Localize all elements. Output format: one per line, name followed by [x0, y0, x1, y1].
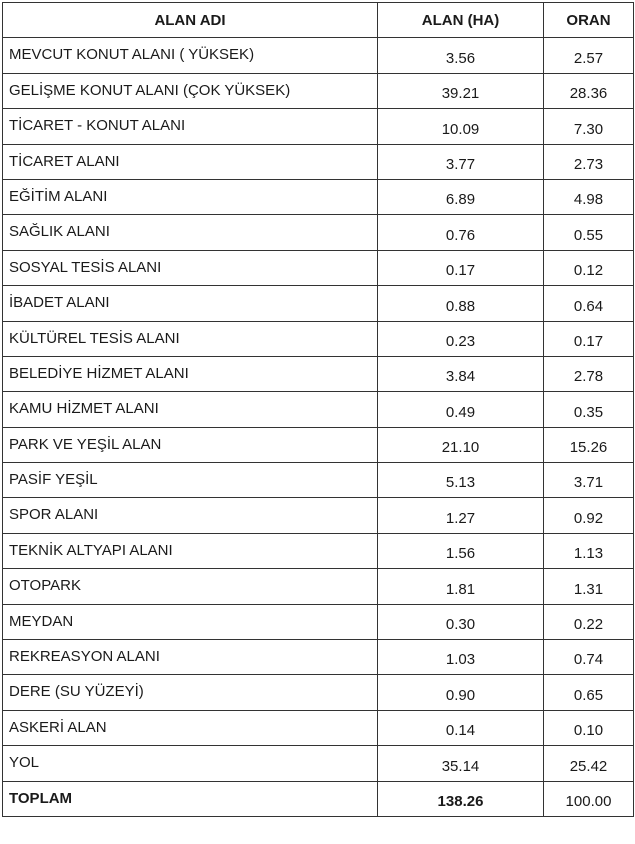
header-row: [3, 3, 634, 38]
header-ratio: ORAN: [544, 3, 634, 38]
header-area-name: ALAN ADI: [3, 3, 378, 38]
table-row: [3, 321, 634, 356]
table-row: [3, 73, 634, 108]
area-ha-cell: 6.89: [378, 179, 544, 214]
table-row: [3, 640, 634, 675]
area-ha-cell: 5.13: [378, 463, 544, 498]
area-ha-cell: 3.56: [378, 38, 544, 73]
ratio-cell: 0.35: [544, 392, 634, 427]
land-use-table: [2, 2, 634, 817]
ratio-cell: 15.26: [544, 427, 634, 462]
area-name-cell: YOL: [3, 746, 378, 781]
area-ha-cell: 3.84: [378, 356, 544, 391]
area-name-cell: MEVCUT KONUT ALANI ( YÜKSEK): [3, 38, 378, 73]
area-ha-cell: 39.21: [378, 73, 544, 108]
area-name-cell: TİCARET ALANI: [3, 144, 378, 179]
area-ha-cell: 0.88: [378, 286, 544, 321]
area-ha-cell: 0.17: [378, 250, 544, 285]
area-name-cell: EĞİTİM ALANI: [3, 179, 378, 214]
table-row: [3, 109, 634, 144]
total-label: TOPLAM: [3, 781, 378, 816]
table-row: [3, 569, 634, 604]
area-name-cell: PASİF YEŞİL: [3, 463, 378, 498]
table-row: [3, 38, 634, 73]
ratio-cell: 4.98: [544, 179, 634, 214]
table-row: [3, 498, 634, 533]
area-name-cell: KÜLTÜREL TESİS ALANI: [3, 321, 378, 356]
area-name-cell: PARK VE YEŞİL ALAN: [3, 427, 378, 462]
ratio-cell: 0.17: [544, 321, 634, 356]
ratio-cell: 2.78: [544, 356, 634, 391]
table-row: [3, 427, 634, 462]
area-name-cell: İBADET ALANI: [3, 286, 378, 321]
area-ha-cell: 1.03: [378, 640, 544, 675]
ratio-cell: 0.74: [544, 640, 634, 675]
total-ratio: 100.00: [544, 781, 634, 816]
area-name-cell: MEYDAN: [3, 604, 378, 639]
area-ha-cell: 0.90: [378, 675, 544, 710]
area-name-cell: TEKNİK ALTYAPI ALANI: [3, 533, 378, 568]
table-row: [3, 215, 634, 250]
header-area-ha: ALAN (HA): [378, 3, 544, 38]
ratio-cell: 25.42: [544, 746, 634, 781]
table-row: [3, 710, 634, 745]
table-row: [3, 533, 634, 568]
table-row: [3, 250, 634, 285]
ratio-cell: 0.22: [544, 604, 634, 639]
table-row: [3, 746, 634, 781]
ratio-cell: 2.73: [544, 144, 634, 179]
area-name-cell: DERE (SU YÜZEYİ): [3, 675, 378, 710]
ratio-cell: 0.64: [544, 286, 634, 321]
ratio-cell: 0.92: [544, 498, 634, 533]
ratio-cell: 0.55: [544, 215, 634, 250]
area-ha-cell: 0.23: [378, 321, 544, 356]
ratio-cell: 28.36: [544, 73, 634, 108]
ratio-cell: 2.57: [544, 38, 634, 73]
area-name-cell: ASKERİ ALAN: [3, 710, 378, 745]
table-row: [3, 144, 634, 179]
area-ha-cell: 1.56: [378, 533, 544, 568]
area-ha-cell: 1.27: [378, 498, 544, 533]
area-name-cell: REKREASYON ALANI: [3, 640, 378, 675]
area-name-cell: KAMU HİZMET ALANI: [3, 392, 378, 427]
area-ha-cell: 0.14: [378, 710, 544, 745]
table-row: [3, 392, 634, 427]
ratio-cell: 0.10: [544, 710, 634, 745]
table-row: [3, 179, 634, 214]
area-ha-cell: 1.81: [378, 569, 544, 604]
area-ha-cell: 21.10: [378, 427, 544, 462]
area-ha-cell: 3.77: [378, 144, 544, 179]
table-row: [3, 604, 634, 639]
table-body: [3, 38, 634, 781]
area-ha-cell: 10.09: [378, 109, 544, 144]
table-row: [3, 286, 634, 321]
ratio-cell: 0.12: [544, 250, 634, 285]
area-name-cell: GELİŞME KONUT ALANI (ÇOK YÜKSEK): [3, 73, 378, 108]
area-name-cell: SOSYAL TESİS ALANI: [3, 250, 378, 285]
area-name-cell: BELEDİYE HİZMET ALANI: [3, 356, 378, 391]
total-area: 138.26: [378, 781, 544, 816]
table-row: [3, 675, 634, 710]
area-ha-cell: 0.30: [378, 604, 544, 639]
ratio-cell: 1.31: [544, 569, 634, 604]
area-ha-cell: 0.49: [378, 392, 544, 427]
ratio-cell: 1.13: [544, 533, 634, 568]
table-row: [3, 463, 634, 498]
total-row: [3, 781, 634, 816]
area-name-cell: OTOPARK: [3, 569, 378, 604]
area-ha-cell: 35.14: [378, 746, 544, 781]
area-name-cell: SPOR ALANI: [3, 498, 378, 533]
ratio-cell: 0.65: [544, 675, 634, 710]
table-row: [3, 356, 634, 391]
ratio-cell: 3.71: [544, 463, 634, 498]
area-name-cell: SAĞLIK ALANI: [3, 215, 378, 250]
area-ha-cell: 0.76: [378, 215, 544, 250]
area-name-cell: TİCARET - KONUT ALANI: [3, 109, 378, 144]
ratio-cell: 7.30: [544, 109, 634, 144]
